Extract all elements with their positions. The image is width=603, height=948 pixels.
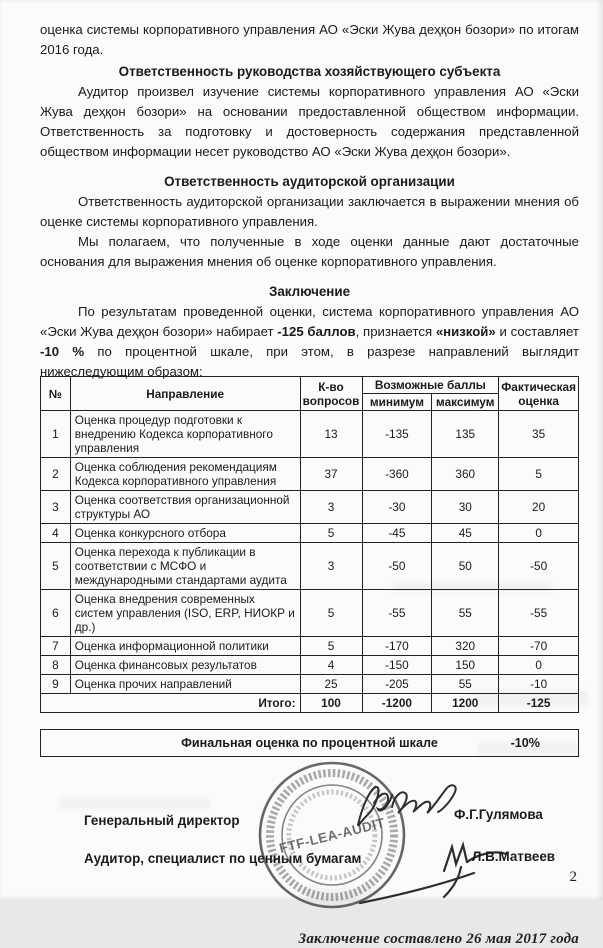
row-min: -360 (362, 458, 432, 491)
conclusion-date-line: Заключение составлено 26 мая 2017 года (298, 931, 579, 947)
total-actual: -125 (499, 694, 579, 713)
row-max: 135 (432, 411, 499, 458)
row-min: -50 (362, 543, 432, 590)
row-min: -135 (362, 411, 432, 458)
table-row (41, 524, 579, 543)
col-header-max: максимум (432, 394, 499, 411)
rating-low-bold: «низкой» (435, 324, 496, 339)
intro-continuation-paragraph: оценка системы корпоративного управления АО «Эски Жува деҳқон бозори» по итогам 2016 года. (40, 22, 579, 57)
final-score-label: Финальная оценка по процентной шкале (181, 736, 438, 750)
col-header-possible: Возможные баллы (362, 377, 499, 394)
row-direction: Оценка прочих направлений (70, 675, 300, 694)
director-signature-icon (358, 785, 456, 825)
row-actual: 0 (499, 656, 579, 675)
row-actual: -50 (499, 543, 579, 590)
row-direction: Оценка финансовых результатов (70, 656, 300, 675)
row-min: -30 (362, 491, 432, 524)
row-actual: 20 (499, 491, 579, 524)
row-num: 3 (41, 491, 71, 524)
section-conclusion (40, 282, 579, 382)
signature-title-director: Генеральный директор (84, 813, 240, 828)
score-percent-bold: -10 % (40, 344, 85, 359)
row-min: -205 (362, 675, 432, 694)
row-num: 8 (41, 656, 71, 675)
row-questions: 37 (300, 458, 362, 491)
heading-responsibility-entity: Ответственность руководства хозяйствующего субъекта (118, 64, 501, 79)
row-direction: Оценка внедрения современных систем управления (ISO, ERP, НИОКР и др.) (70, 590, 300, 637)
total-label: Итого: (41, 694, 301, 713)
responsibility-entity-paragraph: Аудитор произвел изучение системы корпоративного управления АО «Эски Жува деҳқон бозори» на основании предоставленной обществом информации. Ответственность за подготовку и достоверность содержания представленной обществом информации несет руководство АО «Эски Жува деҳқон бозори». (40, 84, 579, 159)
row-num: 4 (41, 524, 71, 543)
signature-block (40, 767, 579, 925)
row-actual: 0 (499, 524, 579, 543)
signature-title-auditor: Аудитор, специалист по ценным бумагам (84, 851, 362, 866)
col-header-min: минимум (362, 394, 432, 411)
row-max: 45 (432, 524, 499, 543)
row-direction: Оценка процедур подготовки к внедрению Кодекса корпоративного управления (70, 411, 300, 458)
total-max: 1200 (432, 694, 499, 713)
table-row (41, 637, 579, 656)
row-actual: -70 (499, 637, 579, 656)
row-num: 2 (41, 458, 71, 491)
heading-conclusion: Заключение (268, 284, 351, 299)
row-actual: -10 (499, 675, 579, 694)
row-num: 1 (41, 411, 71, 458)
table-row (41, 543, 579, 590)
row-direction: Оценка конкурсного отбора (70, 524, 300, 543)
score-points-bold: -125 баллов (277, 324, 356, 339)
table-row (41, 590, 579, 637)
row-questions: 5 (300, 637, 362, 656)
row-min: -170 (362, 637, 432, 656)
row-direction: Оценка перехода к публикации в соответствии с МСФО и международными стандартами аудита (70, 543, 300, 590)
final-score-value: -10% (510, 736, 540, 750)
total-questions: 100 (300, 694, 362, 713)
row-max: 360 (432, 458, 499, 491)
table-row (41, 656, 579, 675)
table-total-row (41, 694, 579, 713)
page-number: 2 (569, 869, 577, 885)
signature-name-director: Ф.Г.Гулямова (454, 807, 543, 822)
row-questions: 5 (300, 590, 362, 637)
row-questions: 13 (300, 411, 362, 458)
scores-table (40, 376, 579, 713)
row-min: -150 (362, 656, 432, 675)
row-direction: Оценка информационной политики (70, 637, 300, 656)
responsibility-auditor-paragraph-1: Ответственность аудиторской организации заключается в выражении мнения об оценке системы корпоративного управления. (40, 194, 579, 229)
table-row (41, 675, 579, 694)
col-header-questions: К-во вопросов (300, 377, 362, 411)
col-header-num: № (41, 377, 71, 411)
final-score-box (40, 729, 579, 757)
row-max: 150 (432, 656, 499, 675)
row-num: 9 (41, 675, 71, 694)
row-min: -45 (362, 524, 432, 543)
responsibility-auditor-paragraph-2: Мы полагаем, что полученные в ходе оценки данные дают достаточные основания для выражения мнения об оценке корпоративного управления. (40, 234, 579, 269)
row-questions: 3 (300, 491, 362, 524)
section-results (40, 376, 579, 948)
row-num: 6 (41, 590, 71, 637)
row-questions: 3 (300, 543, 362, 590)
table-row (41, 491, 579, 524)
row-num: 5 (41, 543, 71, 590)
table-row (41, 458, 579, 491)
stamp-center-text: FTF-LEA-AUDIT (277, 815, 387, 856)
row-max: 30 (432, 491, 499, 524)
row-num: 7 (41, 637, 71, 656)
row-max: 55 (432, 590, 499, 637)
handwritten-signatures (40, 767, 579, 925)
col-header-direction: Направление (70, 377, 300, 411)
row-min: -55 (362, 590, 432, 637)
row-max: 55 (432, 675, 499, 694)
conclusion-paragraph: По результатам проведенной оценки, система корпоративного управления АО «Эски Жува деҳқон бозори» набирает -125 баллов, признается «низкой» и составляет -10 % по процентной шкале, при этом, в разрезе направлений выглядит нижеследующим образом: (40, 304, 579, 379)
row-questions: 5 (300, 524, 362, 543)
section-intro (40, 20, 579, 162)
table-header-row-1 (41, 377, 579, 394)
heading-responsibility-auditor: Ответственность аудиторской организации (164, 174, 455, 189)
row-questions: 25 (300, 675, 362, 694)
row-actual: -55 (499, 590, 579, 637)
row-max: 50 (432, 543, 499, 590)
col-header-actual: Фактическая оценка (499, 377, 579, 411)
row-actual: 35 (499, 411, 579, 458)
row-actual: 5 (499, 458, 579, 491)
row-questions: 4 (300, 656, 362, 675)
total-min: -1200 (362, 694, 432, 713)
row-direction: Оценка соблюдения рекомендациям Кодекса корпоративного управления (70, 458, 300, 491)
signature-name-auditor: Л.В.Матвеев (472, 849, 556, 864)
table-row (41, 411, 579, 458)
row-direction: Оценка соответствия организационной структуры АО (70, 491, 300, 524)
section-responsibility-auditor (40, 172, 579, 272)
row-max: 320 (432, 637, 499, 656)
